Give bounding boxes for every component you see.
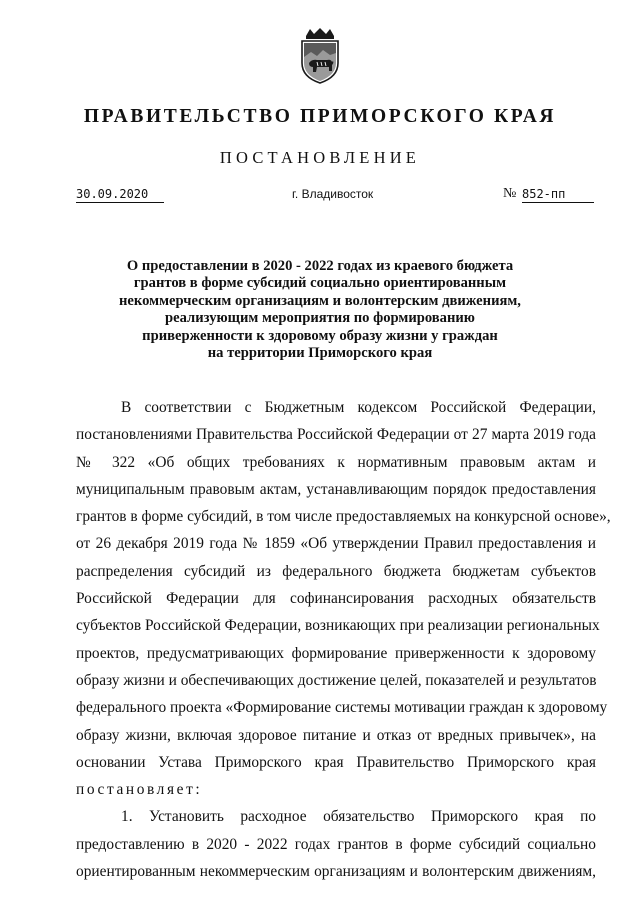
body-line: 1. Установить расходное обязательство Приморского края по xyxy=(121,808,596,826)
document-date: 30.09.2020 xyxy=(76,187,164,203)
body-line: субъектов Российской Федерации, возникающих при реализации региональных xyxy=(76,617,600,635)
body-line: № 322 «Об общих требованиях к нормативным правовым актам и xyxy=(76,453,596,471)
subject-line: приверженности к здоровому образу жизни у граждан xyxy=(142,327,498,344)
document-number: 852-пп xyxy=(522,187,594,203)
body-line: образу жизни и обеспечивающих достижение целей, показателей и результатов xyxy=(76,671,597,689)
body-line: грантов в форме субсидий, в том числе предоставляемых на конкурсной основе», xyxy=(76,508,611,526)
subject-line: на территории Приморского края xyxy=(207,345,433,362)
coat-of-arms-icon xyxy=(297,27,343,85)
document-city: г. Владивосток xyxy=(292,187,374,201)
subject-line: некоммерческим организациям и волонтерским движениям, xyxy=(119,292,521,309)
body-line: Российской Федерации для софинансирования расходных обязательств xyxy=(76,590,596,608)
document-body xyxy=(76,394,611,885)
body-line: образу жизни, включая здоровое питание и отказ от вредных привычек», на xyxy=(76,726,596,744)
body-line: федерального проекта «Формирование системы мотивации граждан к здоровому xyxy=(76,699,608,717)
body-line: основании Устава Приморского края Правительство Приморского края xyxy=(76,753,596,771)
body-line: ориентированным некоммерческим организациям и волонтерским движениям, xyxy=(76,863,596,881)
body-line: распределения субсидий из федерального бюджета бюджетам субъектов xyxy=(76,562,596,580)
body-line: муниципальным правовым актам, устанавливающим порядок предоставления xyxy=(76,480,596,498)
body-line-decree-verb: постановляет: xyxy=(76,781,203,799)
body-line: В соответствии с Бюджетным кодексом Российской Федерации, xyxy=(121,399,596,416)
government-title: ПРАВИТЕЛЬСТВО ПРИМОРСКОГО КРАЯ xyxy=(83,106,557,127)
document-subject xyxy=(100,258,540,362)
body-line: проектов, предусматривающих формирование приверженности к здоровому xyxy=(76,644,596,662)
subject-line: грантов в форме субсидий социально ориентированным xyxy=(133,275,507,292)
body-line: предоставлению в 2020 - 2022 годах грантов в форме субсидий социально xyxy=(76,835,596,853)
body-line: от 26 декабря 2019 года № 1859 «Об утверждении Правил предоставления и xyxy=(76,535,596,553)
document-type: ПОСТАНОВЛЕНИЕ xyxy=(219,148,421,167)
body-line: постановлениями Правительства Российской Федерации от 27 марта 2019 года xyxy=(76,426,596,444)
document-number-sign: № xyxy=(503,186,517,201)
subject-line: реализующим мероприятия по формированию xyxy=(165,310,475,327)
subject-line: О предоставлении в 2020 - 2022 годах из краевого бюджета xyxy=(126,258,514,274)
